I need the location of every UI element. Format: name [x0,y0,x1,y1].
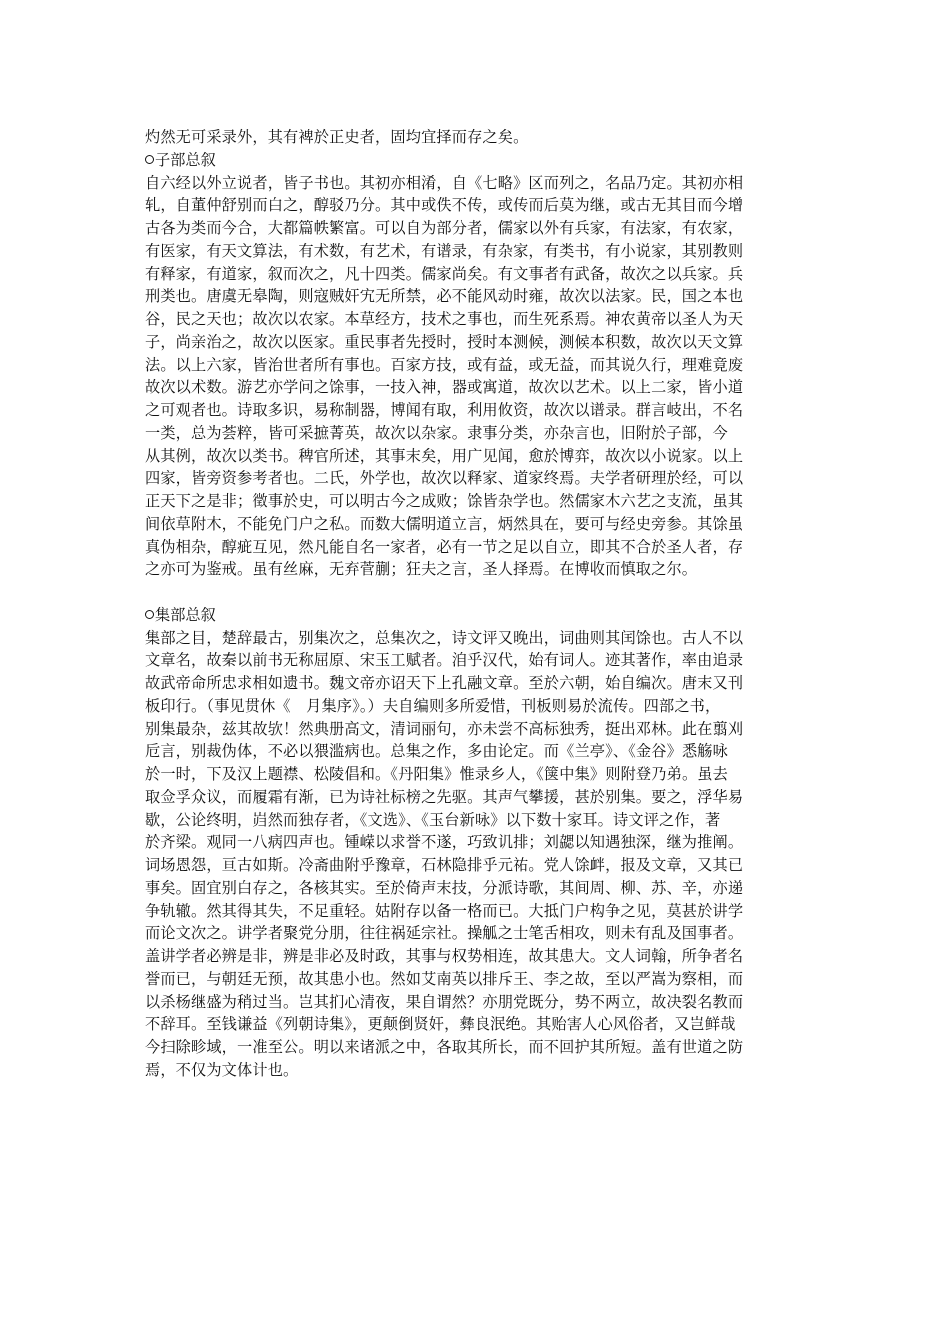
paragraph-line: 之亦可为鉴戒。虽有丝麻，无弃菅蒯；狂夫之言，圣人择焉。在博收而慎取之尔。 [145,560,698,579]
paragraph-line: 别集最杂，兹其故欤！然典册高文，清词丽句，亦未尝不高标独秀，挺出邓林。此在翦刈 [145,719,744,738]
section-heading-text: 子部总叙 [155,150,216,169]
paragraph-line: 轧，自董仲舒别而白之，醇驳乃分。其中或佚不传，或传而后莫为继，或古无其目而今增 [145,196,744,215]
paragraph-line: 正天下之是非；徵事於史，可以明古今之成败；馀皆杂学也。然儒家木六艺之支流，虽其 [145,492,744,510]
paragraph-line: 板印行。（事见贯休《 月集序》。）夫自编则多所爱惜，刊板则易於流传。四部之书， [145,696,721,715]
paragraph-line: 词场恩怨，亘古如斯。冷斋曲附乎豫章，石林隐排乎元祐。党人馀衅，报及文章，又其已 [145,856,744,874]
paragraph-line: 盖讲学者必辨是非，辨是非必及时政，其事与权势相连，故其患大。文人词翰，所争者名 [145,947,744,965]
paragraph-line: 而论文次之。讲学者聚党分朋，往往祸延宗社。操觚之士笔舌相攻，则未有乱及国事者。 [145,924,744,943]
paragraph-line: 从其例，故次以类书。稗官所述，其事末矣，用广见闻，愈於博弈，故次以小说家。以上 [145,446,744,465]
section-heading-text: 集部总叙 [155,605,216,624]
paragraph-line: 集部之目，楚辞最古，别集次之，总集次之，诗文评又晚出，词曲则其闰馀也。古人不以 [145,628,744,647]
paragraph-line: 有医家，有天文算法，有术数，有艺术，有谱录，有杂家，有类书，有小说家，其别教则 [145,241,744,260]
paragraph-line: 歇，公论终明，岿然而独存者，《文选》、《玉台新咏》以下数十家耳。诗文评之作，著 [145,810,721,829]
paragraph-line: 真伪相杂，醇疵互见，然凡能自名一家者，必有一节之足以自立，即其不合於圣人者，存 [145,537,744,556]
paragraph-line: 刑类也。唐虞无皋陶，则寇贼奸宄无所禁，必不能风动时雍，故次以法家。民，国之本也 [145,287,744,306]
paragraph-line: 谷，民之天也；故次以农家。本草经方，技术之事也，而生死系焉。神农黄帝以圣人为天 [145,310,744,328]
paragraph-line: 有释家，有道家，叙而次之，凡十四类。儒家尚矣。有文事者有武备，故次之以兵家。兵 [145,264,744,283]
paragraph-line: 间依草附木，不能免门户之私。而数大儒明道立言，炳然具在，要可与经史旁参。其馀虽 [145,514,744,533]
paragraph-line: 卮言，别裁伪体，不必以猥滥病也。总集之作，多由论定。而《兰亭》、《金谷》悉觞咏 [145,742,728,761]
paragraph-line: 今扫除畛域，一准至公。明以来诸派之中，各取其所长，而不回护其所短。盖有世道之防 [145,1038,744,1056]
section-heading-jibu [145,604,810,627]
paragraph-line: 故武帝命所忠求相如遗书。魏文帝亦诏天下上孔融文章。至於六朝，始自编次。唐末又刊 [145,674,744,692]
section-body-zibu [145,172,810,582]
paragraph-line: 自六经以外立说者，皆子书也。其初亦相淆，自《七略》区而列之，名品乃定。其初亦相 [145,173,744,192]
paragraph-line: 以杀杨继盛为稍过当。岂其扪心清夜，果自谓然？亦朋党既分，势不两立，故决裂名教而 [145,992,744,1011]
intro-line: 灼然无可采录外，其有裨於正史者，固均宜择而存之矣。 [145,128,529,146]
circle-bullet-icon [145,610,154,619]
paragraph-line: 法。以上六家，皆治世者所有事也。百家方技，或有益，或无益，而其说久行，理难竟废 [145,355,744,374]
paragraph-line: 不辞耳。至钱谦益《列朝诗集》，更颠倒贤奸，彝良泯绝。其贻害人心风俗者，又岂鲜哉 [145,1015,736,1034]
document-page [145,126,810,1082]
paragraph-line: 焉，不仅为文体计也。 [145,1060,299,1079]
paragraph-line: 事矣。固宜别白存之，各核其实。至於倚声末技，分派诗歌，其间周、柳、苏、辛，亦递 [145,878,744,897]
paragraph-line: 四家，皆旁资参考者也。二氏，外学也，故次以释家、道家终焉。夫学者研理於经，可以 [145,469,744,488]
paragraph-line: 於齐梁。观同一八病四声也。锺嵘以求誉不遂，巧致讥排；刘勰以知遇独深，继为推阐。 [145,833,744,852]
paragraph-line: 古各为类而今合，大都篇帙繁富。可以自为部分者，儒家以外有兵家，有法家，有农家， [145,219,744,237]
paragraph-line: 之可观者也。诗取多识，易称制器，博闻有取，利用攸资，故次以谱录。群言岐出，不名 [145,401,744,419]
section-heading-zibu [145,149,810,172]
paragraph-line: 取佥孚众议，而履霜有渐，已为诗社标榜之先驱。其声气攀援，甚於别集。要之，浮华易 [145,787,744,806]
paragraph-line: 争轨辙。然其得其失，不足重轻。姑附存以备一格而已。大抵门户构争之见，莫甚於讲学 [145,901,744,920]
circle-bullet-icon [145,155,154,164]
paragraph-line: 誉而已，与朝廷无预，故其患小也。然如艾南英以排斥王、李之故，至以严嵩为察相，而 [145,969,744,988]
section-body-jibu [145,627,810,1082]
paragraph-line: 文章名，故秦以前书无称屈原、宋玉工赋者。洎乎汉代，始有词人。迹其著作，率由追录 [145,651,744,670]
paragraph-line: 一类，总为荟粹，皆可采摭菁英，故次以杂家。隶事分类，亦杂言也，旧附於子部，今 [145,423,728,442]
paragraph-line: 於一时，下及汉上题襟、松陵倡和。《丹阳集》惟录乡人，《箧中集》则附登乃弟。虽去 [145,765,728,783]
blank-line [145,581,810,604]
paragraph-line: 子，尚亲治之，故次以医家。重民事者先授时，授时本测候，测候本积数，故次以天文算 [145,332,744,351]
paragraph-line: 故次以术数。游艺亦学问之馀事，一技入神，器或寓道，故次以艺术。以上二家，皆小道 [145,378,744,397]
